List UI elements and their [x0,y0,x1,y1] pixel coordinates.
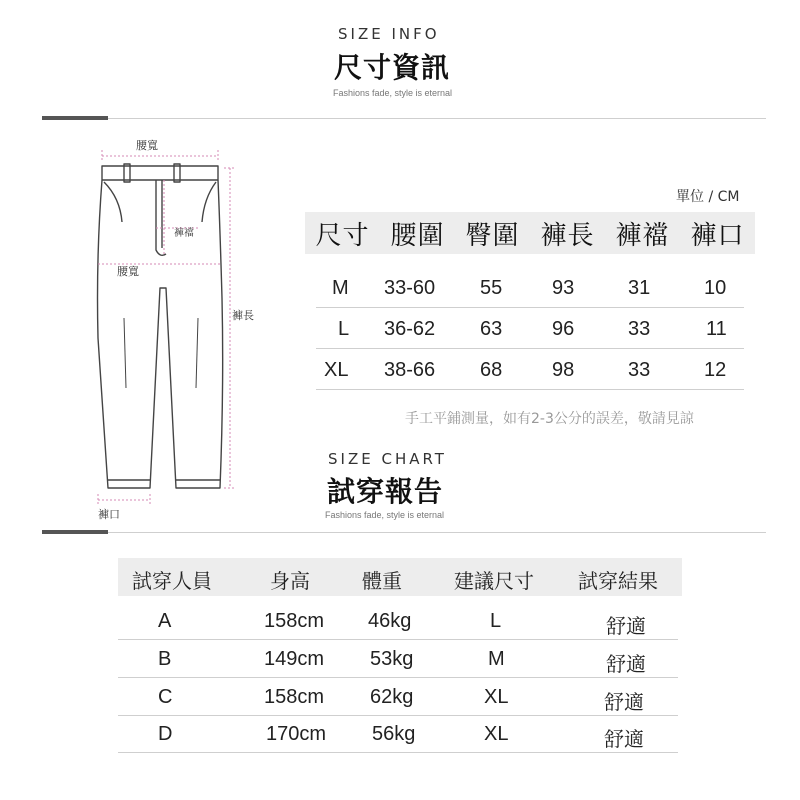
size-header-cell: 尺寸 [315,220,370,251]
measurement-note: 手工平鋪測量，如有2-3公分的誤差，敬請見諒 [405,411,694,427]
section-divider-accent [42,116,108,120]
size-chart-tagline: Fashions fade, style is eternal [325,510,445,520]
unit-label: 單位 / CM [676,189,740,205]
size-header-cell: 褲口 [690,220,745,251]
height-cell: 170cm [266,723,327,745]
diagram-label-hem: 褲口 [98,508,120,521]
pocket-left [104,182,122,222]
size-cell: M [332,277,349,299]
rise-cell: 33 [628,318,651,340]
weight-cell: 53kg [370,648,414,670]
weight-cell: 46kg [368,610,412,632]
section-divider [108,532,766,533]
section-divider [108,118,766,119]
size-table-row [316,308,744,349]
trial-table-row [118,715,678,753]
length-dim [224,168,236,488]
size-header-cell: 褲長 [540,220,595,251]
diagram-label-length: 褲長 [232,309,254,322]
size-cell: XL [324,359,349,381]
trial-header-cell: 體重 [362,569,402,593]
waistband-outline [102,166,218,180]
hip-cell: 68 [480,359,503,381]
crease-left [124,318,126,388]
length-cell: 96 [552,318,575,340]
waist-cell: 38-66 [384,359,436,381]
size-cell: L [338,318,350,340]
section-divider-accent [42,530,108,534]
height-cell: 149cm [264,648,325,670]
person-cell: C [158,686,173,708]
size-table-row [316,267,744,308]
pants-diagram [80,138,270,528]
crease-right [196,318,198,388]
hem-dim [98,494,150,506]
diagram-label-waist-side: 腰寬 [117,265,139,278]
trial-table-row [118,678,678,716]
trial-table-row [118,602,678,640]
height-cell: 158cm [264,686,325,708]
suggested-size-cell: M [488,648,505,670]
result-cell: 舒適 [606,652,646,676]
size-chart-title-en: SIZE CHART [328,450,447,468]
waist-cell: 33-60 [384,277,436,299]
size-table-header [305,212,755,254]
trial-table-header [118,558,682,596]
weight-cell: 62kg [370,686,414,708]
diagram-label-waist-top: 腰寬 [136,139,158,152]
height-cell: 158cm [264,610,325,632]
pocket-right [202,182,216,222]
waist-cell: 36-62 [384,318,436,340]
trial-header-cell: 試穿人員 [132,569,212,593]
person-cell: A [158,610,172,632]
trial-header-cell: 建議尺寸 [454,569,534,593]
trial-table-row [118,640,678,678]
hem-cell: 11 [706,318,727,340]
size-header-cell: 臀圍 [465,220,520,251]
hip-cell: 63 [480,318,503,340]
hip-cell: 55 [480,277,503,299]
size-header-cell: 腰圍 [390,220,445,251]
hem-cell: 12 [704,359,727,381]
size-info-title-en: SIZE INFO [338,25,440,43]
trial-header-cell: 身高 [270,569,310,593]
trial-header-cell: 試穿結果 [578,569,658,593]
size-header-cell: 褲襠 [615,220,670,251]
diagram-label-rise: 褲襠 [174,228,194,239]
result-cell: 舒適 [604,690,644,714]
waist-top-dim [102,150,218,162]
suggested-size-cell: XL [484,686,509,708]
length-cell: 93 [552,277,575,299]
size-table-row [316,349,744,390]
hem-cell: 10 [704,277,727,299]
result-cell: 舒適 [604,727,644,751]
size-info-title-zh: 尺寸資訊 [334,51,451,84]
length-cell: 98 [552,359,575,381]
rise-cell: 33 [628,359,651,381]
size-chart-title-zh: 試穿報告 [327,475,444,508]
size-info-tagline: Fashions fade, style is eternal [333,88,453,98]
rise-cell: 31 [628,277,651,299]
person-cell: D [158,723,173,745]
result-cell: 舒適 [606,614,646,638]
weight-cell: 56kg [372,723,416,745]
person-cell: B [158,648,172,670]
suggested-size-cell: L [490,610,502,632]
suggested-size-cell: XL [484,723,509,745]
dimension-lines [98,150,236,506]
pants-outline [98,180,223,488]
